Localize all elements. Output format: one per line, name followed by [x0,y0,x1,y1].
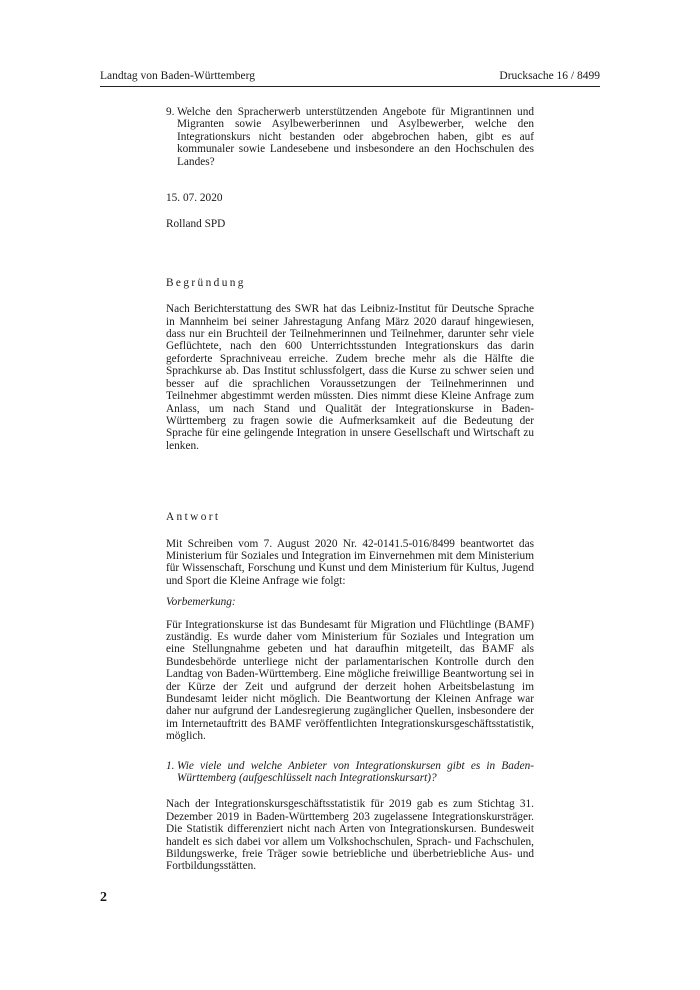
question-1 [166,760,534,785]
date: 15. 07. 2020 [166,192,223,205]
page-header [100,68,600,87]
antwort-intro: Mit Schreiben vom 7. August 2020 Nr. 42-0141.5-016/8499 beantwortet das Ministerium für Soziales und Integration im Einvernehmen mit dem Ministerium für Wissenschaft, Forschung und Kunst und dem Ministerium für Kultus, Jugend und Sport die Kleine Anfrage wie folgt: [166,537,534,587]
author: Rolland SPD [166,218,226,231]
question-1-text: Wie viele und welche Anbieter von Integrationskursen gibt es in Baden-Württemberg (aufgeschlüsselt nach Integrationskursart)? [177,759,534,785]
antwort-heading: Antwort [166,511,221,524]
answer-1-text: Nach der Integrationskursgeschäftsstatistik für 2019 gab es zum Stichtag 31. Dezember 2019 in Baden-Württemberg 203 zugelassene Integrationskursträger. Die Statistik differenziert nicht nach Arten von Integrationskursen. Bundesweit handelt es sich dabei vor allem um Volkshochschulen, Sprach- und Fachschulen, Bildungswerke, freie Träger sowie betriebliche und überbetriebliche Aus- und Fortbildungsstätten. [166,798,534,873]
header-parliament-name: Landtag von Baden-Württemberg [100,70,255,82]
begruendung-heading: Begründung [166,276,246,289]
header-document-number: Drucksache 16 / 8499 [499,70,600,82]
question-9-number: 9. [166,106,175,118]
question-9-text: Welche den Spracherwerb unterstützenden Angebote für Migrantinnen und Migranten sowie Asylbewerberinnen und Asylbewerber, welche den Integrationskurs nicht bestanden oder abgebrochen haben, gibt es auf kommunaler sowie Landesebene und insbesondere an den Hochschulen des Landes? [177,106,534,168]
vorbemerkung-label: Vorbemerkung: [166,596,236,609]
begruendung-text: Nach Berichterstattung des SWR hat das Leibniz-Institut für Deutsche Sprache in Mannheim bei seiner Jahrestagung Anfang März 2020 darauf hingewiesen, dass nur ein Bruchteil der Teilnehmerinnen und Teilnehmer, darunter sehr viele Geflüchtete, nach den 600 Unterrichtsstunden Integrationskurs das darin geforderte Sprachniveau erreiche. Zudem breche mehr als die Hälfte die Sprachkurse ab. Das Institut schlussfolgert, dass die Kurse zu schwer seien und besser auf die sprachlichen Voraussetzungen der Teilnehmerinnen und Teilnehmer abgestimmt werden müssten. Dies nimmt diese Kleine Anfrage zum Anlass, um nach Stand und Qualität der Integrationskurse in Baden-Württemberg zu fragen sowie die Aufmerksamkeit auf die Bedeutung der Sprache für eine gelingende Integration in unsere Gesellschaft und Wirtschaft zu lenken. [166,303,534,452]
vorbemerkung-text: Für Integrationskurse ist das Bundesamt für Migration und Flüchtlinge (BAMF) zuständig. Es wurde daher vom Ministerium für Soziales und Integration um eine Stellungnahme gebeten und hat daraufhin mitgeteilt, das BAMF als Bundesbehörde unterliege nicht der parlamentarischen Kontrolle durch den Landtag von Baden-Württemberg. Eine mögliche freiwillige Beantwortung sei in der Kürze der Zeit und aufgrund der derzeit hohen Arbeitsbelastung im Bundesamt leider nicht möglich. Die Beantwortung der Kleinen Anfrage war daher nur aufgrund der Landesregierung zugänglicher Quellen, insbesondere der im Internetauftritt des BAMF veröffentlichten Integrationskursgeschäftsstatistik, möglich. [166,618,534,743]
page-content [166,106,534,873]
page-number: 2 [100,890,107,905]
question-9 [166,106,534,168]
question-1-number: 1. [166,759,175,772]
